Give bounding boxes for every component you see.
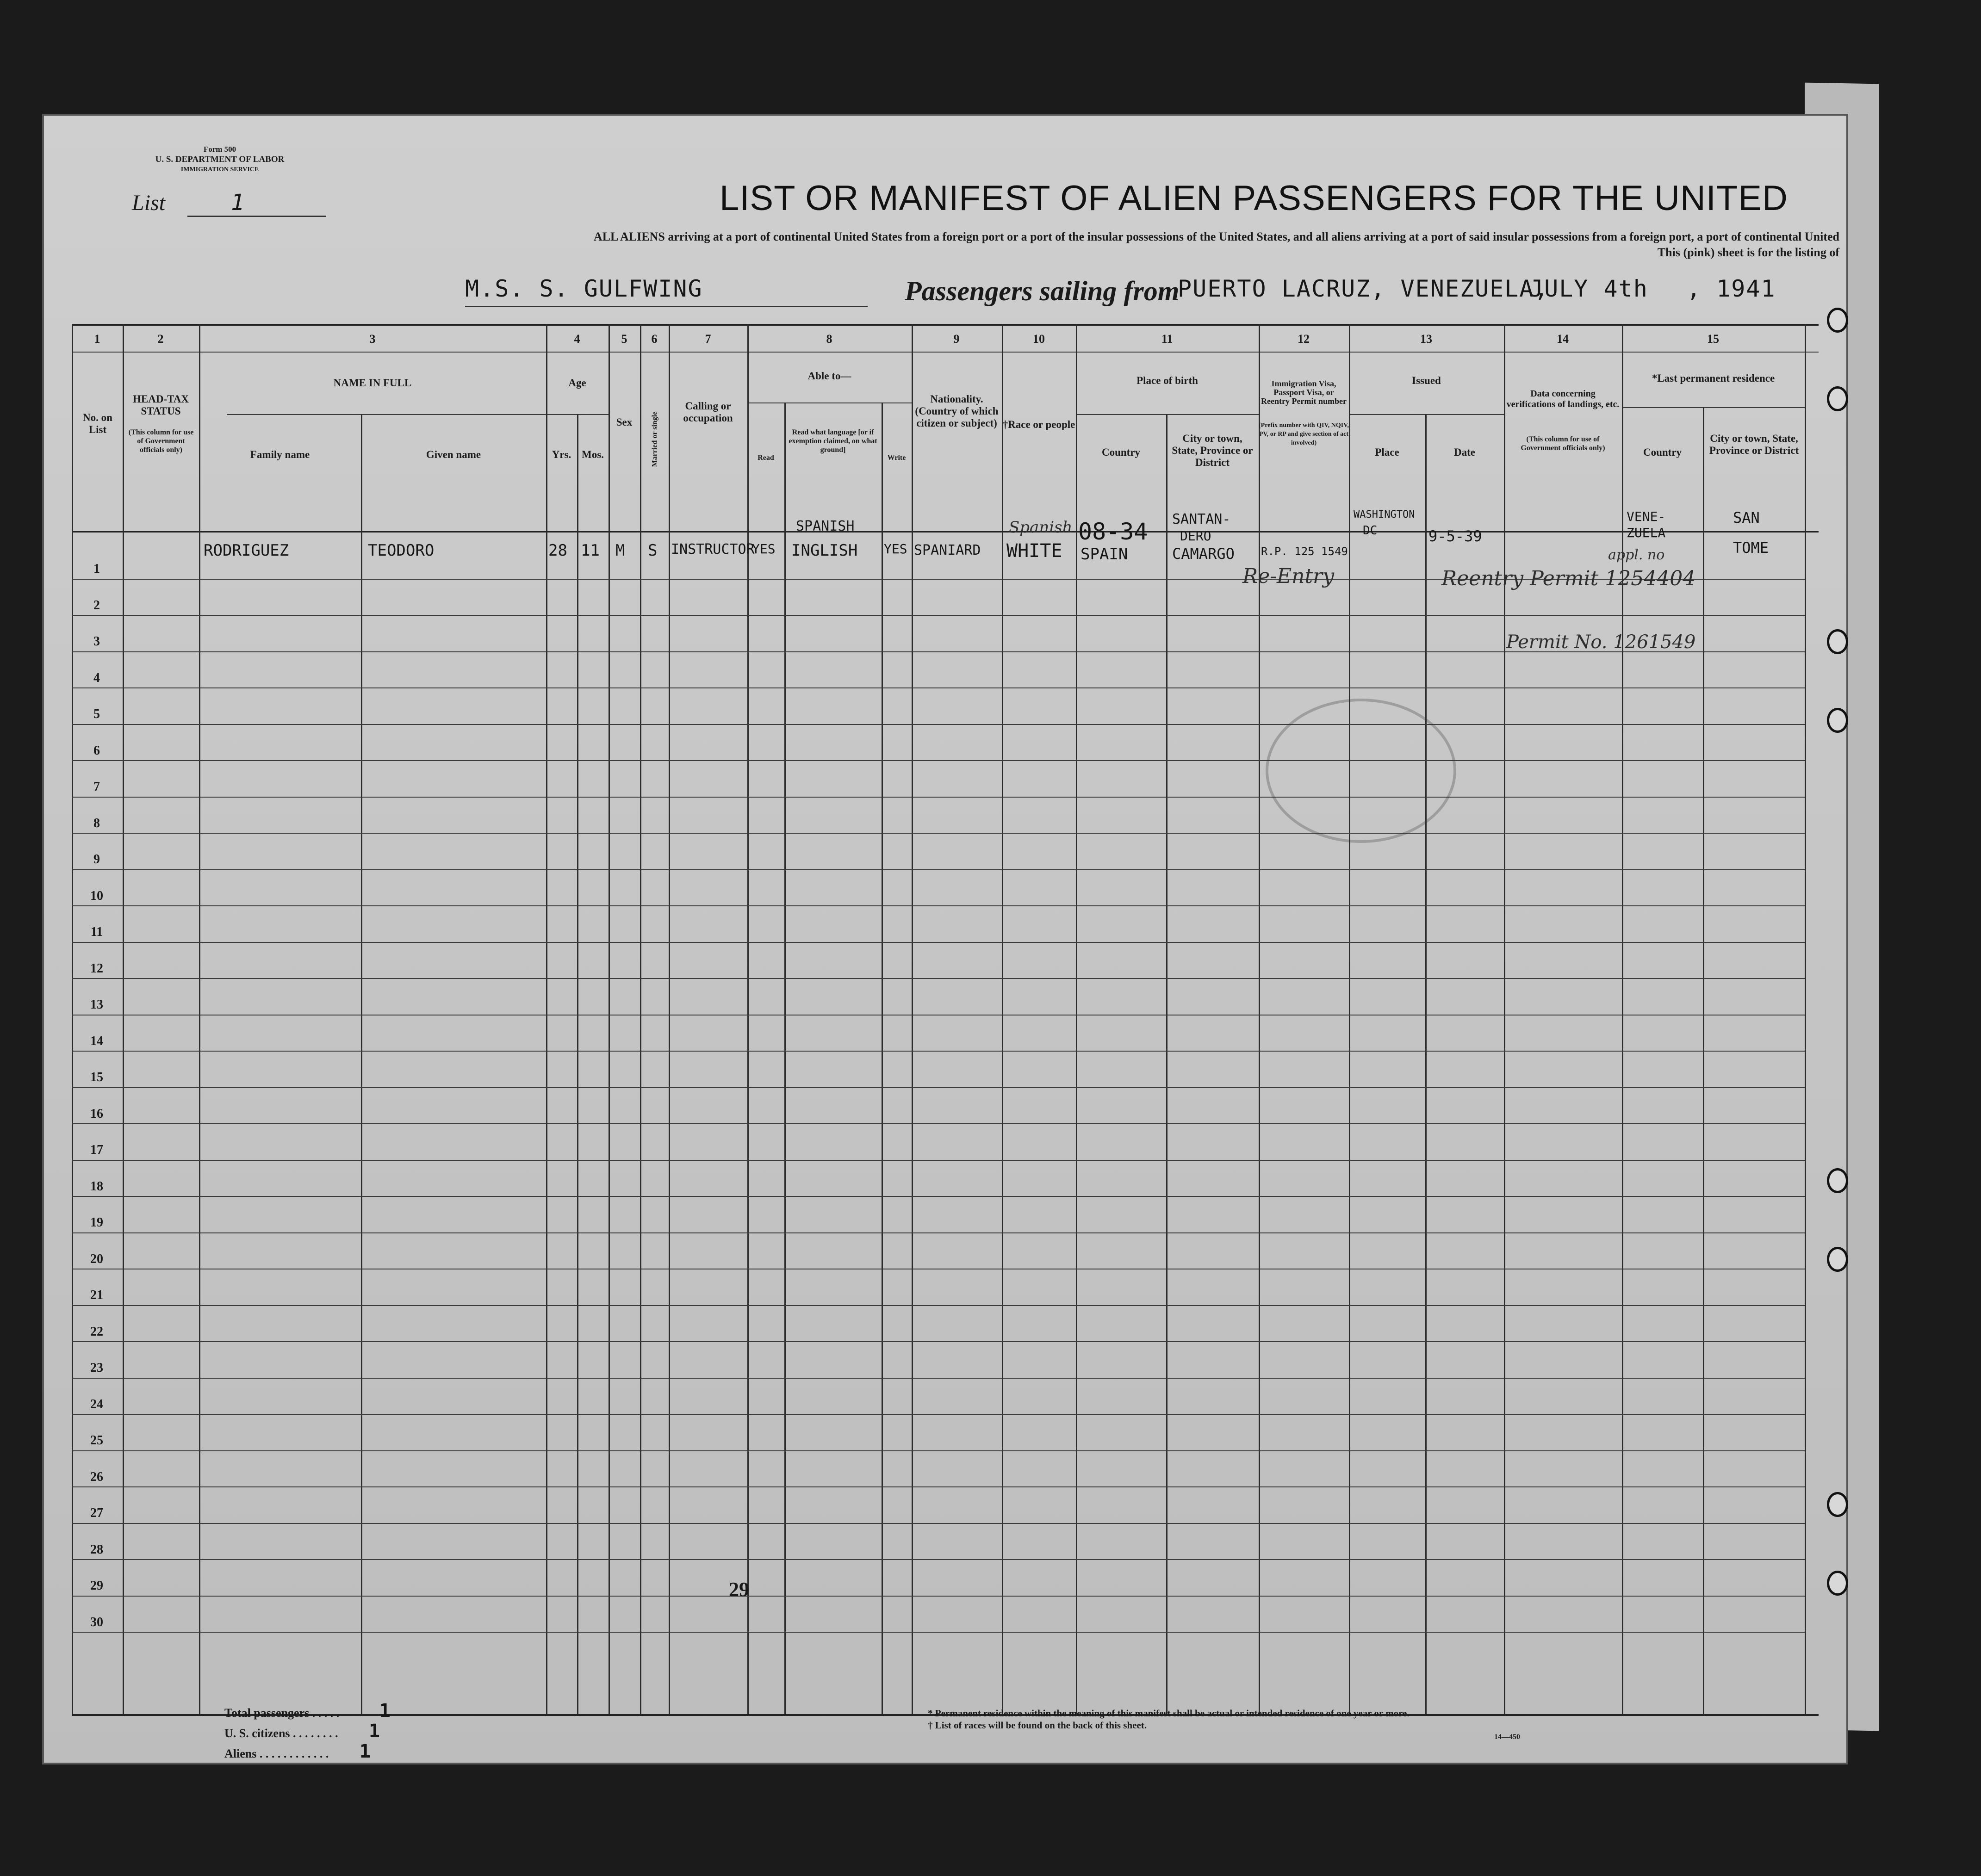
- passenger-race-note: Spanish: [1009, 518, 1073, 537]
- passenger-birth-country: SPAIN: [1081, 545, 1128, 563]
- passenger-birth-city-1: SANTAN-: [1172, 511, 1231, 527]
- row-line: [72, 1087, 1805, 1088]
- column-number: 5: [621, 332, 627, 346]
- passenger-res-country-2: ZUELA: [1627, 525, 1666, 540]
- row-number: 8: [93, 816, 100, 830]
- header-birth-country: Country: [1101, 446, 1141, 458]
- column-number: 4: [574, 332, 580, 346]
- row-number: 26: [90, 1469, 103, 1484]
- row-line: [72, 1051, 1805, 1052]
- row-number: 29: [90, 1579, 103, 1593]
- manifest-subtitle: [386, 229, 1839, 260]
- reentry-permit-note: Reentry Permit 1254404: [1441, 567, 1696, 590]
- row-number: 18: [90, 1179, 103, 1194]
- header-family-name: Family name: [250, 449, 310, 460]
- binder-hole: [1827, 1168, 1848, 1193]
- form-department: U. S. DEPARTMENT OF LABOR: [155, 155, 285, 164]
- row-number: 3: [93, 634, 100, 649]
- passenger-nationality: SPANIARD: [914, 542, 981, 558]
- row-line: [72, 724, 1805, 725]
- passenger-occupation: INSTRUCTOR: [671, 541, 755, 557]
- sailing-label: Passengers sailing from: [905, 276, 1180, 306]
- sailing-year: , 1941: [1687, 275, 1776, 302]
- row-number: 21: [90, 1288, 103, 1302]
- header-calling: Calling or occupation: [683, 400, 733, 424]
- totals-block: [224, 1700, 391, 1761]
- col-line-3: [546, 324, 547, 1714]
- manifest-sheet: [44, 116, 1846, 1763]
- row-number: 7: [93, 780, 100, 794]
- row-line: [72, 1414, 1805, 1415]
- row-line: [72, 1123, 1805, 1124]
- us-citizens-row: U. S. citizens . . . . . . . . 1: [224, 1721, 380, 1742]
- binder-hole: [1827, 708, 1848, 733]
- column-number: 2: [157, 332, 164, 346]
- aliens-label: Aliens: [224, 1747, 257, 1760]
- row-number: 19: [90, 1215, 103, 1230]
- header-birth-city: City or town, State, Province or District: [1172, 433, 1253, 468]
- row-number: 22: [90, 1324, 103, 1339]
- column-number: 15: [1707, 332, 1719, 346]
- col-line-1: [123, 324, 124, 1714]
- header-mos: Mos.: [582, 449, 604, 460]
- passenger-write: YES: [884, 541, 907, 557]
- row-line: [72, 1450, 1805, 1451]
- row-line: [72, 1596, 1805, 1597]
- col-line-8a: [784, 402, 786, 1714]
- row-number: 28: [90, 1542, 103, 1557]
- header-married: Married or single: [651, 411, 659, 467]
- form-number: Form 500: [203, 145, 236, 154]
- passenger-read: YES: [752, 541, 776, 557]
- subtitle-line-1: ALL ALIENS arriving at a port of continental United States from a foreign port or a port of the insular possessions of the United States, and all aliens arriving at a port of said insular possessions from a foreign port, a port of continental United: [593, 230, 1839, 243]
- row-line: [72, 1160, 1805, 1161]
- form-header: [123, 144, 317, 175]
- passenger-issued-date: 9-5-39: [1428, 527, 1482, 545]
- row-number: 23: [90, 1361, 103, 1375]
- row-line: [72, 869, 1805, 870]
- col-line-11: [1259, 324, 1260, 1714]
- header-sex: Sex: [616, 416, 633, 428]
- row-line: [72, 1486, 1805, 1487]
- header-landings-note: (This column for use of Government officials only): [1521, 435, 1605, 452]
- vessel-name: M.S. S. GULFWING: [465, 275, 703, 302]
- row-number: 1: [93, 562, 100, 576]
- row-number: 16: [90, 1106, 103, 1121]
- row-number: 2: [93, 598, 100, 613]
- total-passengers-value: 1: [379, 1700, 391, 1721]
- row-number: 30: [90, 1615, 103, 1629]
- manifest-title: LIST OR MANIFEST OF ALIEN PASSENGERS FOR THE UNITED: [720, 179, 1788, 218]
- col-line-15: [1805, 324, 1806, 1714]
- col-line-3a: [361, 414, 362, 1714]
- passenger-language-2: INGLISH: [791, 541, 858, 560]
- footnote-list-of-races: † List of races will be found on the back of this sheet.: [928, 1720, 1147, 1731]
- row-line: [72, 1196, 1805, 1197]
- row-line: [72, 978, 1805, 979]
- list-underline: [187, 216, 326, 217]
- list-value: 1: [231, 190, 244, 216]
- row-number: 13: [90, 997, 103, 1012]
- row-number: 11: [90, 925, 103, 939]
- row-line: [72, 833, 1805, 834]
- passenger-birth-city-3: CAMARGO: [1172, 545, 1235, 563]
- voyage-line: [465, 275, 1835, 312]
- col-line-15a: [1703, 407, 1704, 1714]
- port-of-departure: PUERTO LACRUZ, VENEZUELA,: [1178, 275, 1549, 302]
- header-read: Read: [758, 454, 774, 462]
- row-line: [72, 1632, 1805, 1633]
- col-line-6: [669, 324, 670, 1714]
- header-res-country: Country: [1643, 446, 1682, 458]
- header-landings: Data concerning verifications of landings, etc.: [1506, 389, 1620, 409]
- column-number: 13: [1420, 332, 1432, 346]
- total-passengers-row: Total passengers . . . . . 1: [224, 1700, 391, 1721]
- passenger-family-name: RODRIGUEZ: [204, 541, 289, 560]
- official-seal-stamp: [1266, 699, 1456, 843]
- passenger-language-1: SPANISH: [796, 518, 855, 534]
- passenger-res-city-2: TOME: [1733, 539, 1769, 557]
- row-line: [72, 1341, 1805, 1342]
- passenger-birth-note: 08-34: [1078, 518, 1148, 545]
- col-line-2: [199, 324, 200, 1714]
- row-line: [72, 1559, 1805, 1560]
- header-head-tax: HEAD-TAX STATUS: [133, 393, 189, 417]
- row-line: [72, 1378, 1805, 1379]
- header-visa: Immigration Visa, Passport Visa, or Reentry Permit number: [1261, 379, 1347, 406]
- col-line-14: [1622, 324, 1623, 1714]
- header-no-on-list: No. on List: [83, 412, 112, 435]
- header-write: Write: [887, 454, 906, 462]
- col-line-10: [1076, 324, 1077, 1714]
- passenger-res-city-1: SAN: [1733, 509, 1760, 526]
- col-line-12: [1349, 324, 1350, 1714]
- passenger-married: S: [648, 541, 658, 560]
- col-line-13: [1504, 324, 1505, 1714]
- row-line: [72, 760, 1805, 761]
- column-number: 1: [94, 332, 100, 346]
- row-line: [72, 687, 1805, 688]
- col-line-7: [747, 324, 749, 1714]
- passenger-birth-city-2: DERO: [1180, 528, 1211, 544]
- row-number: 9: [93, 852, 100, 867]
- passenger-res-country-1: VENE-: [1627, 509, 1666, 524]
- column-number-divider: [72, 352, 1819, 353]
- row-number: 10: [90, 888, 103, 903]
- row-line: [72, 615, 1805, 616]
- subtitle-line-2: This (pink) sheet is for the listing of: [1657, 246, 1839, 259]
- passenger-issued-place-2: DC: [1363, 524, 1378, 538]
- row-line: [72, 942, 1805, 943]
- passenger-visa-number: R.P. 125 1549: [1261, 545, 1348, 558]
- passenger-race: WHITE: [1006, 540, 1062, 562]
- appl-no-note: appl. no: [1608, 547, 1665, 563]
- re-entry-note: Re-Entry: [1242, 564, 1335, 588]
- form-service: IMMIGRATION SERVICE: [180, 166, 259, 173]
- header-yrs: Yrs.: [552, 449, 571, 460]
- binder-hole: [1827, 629, 1848, 654]
- header-issued-place: Place: [1375, 446, 1399, 458]
- header-nationality: Nationality. (Country of which citizen or subject): [915, 393, 999, 429]
- col-line-4: [609, 324, 610, 1714]
- column-number: 8: [826, 332, 832, 346]
- binder-hole: [1827, 1247, 1848, 1272]
- list-label: List: [132, 191, 166, 215]
- header-able-to: Able to—: [807, 370, 851, 382]
- header-res-city: City or town, State, Province or District: [1709, 433, 1799, 456]
- row-number: 4: [93, 670, 100, 685]
- total-passengers-label: Total passengers: [224, 1706, 310, 1720]
- col-line-9: [1002, 324, 1003, 1714]
- row-line: [72, 797, 1805, 798]
- header-issued: Issued: [1412, 375, 1441, 386]
- manifest-table: [72, 324, 1819, 1735]
- header-name-in-full: NAME IN FULL: [333, 377, 412, 389]
- column-number: 7: [705, 332, 711, 346]
- column-number: 11: [1161, 332, 1173, 346]
- vessel-underline: [465, 306, 868, 307]
- col-line-13a: [1425, 414, 1427, 1714]
- passenger-issued-place-1: WASHINGTON: [1354, 509, 1415, 520]
- header-last-residence: *Last permanent residence: [1652, 372, 1775, 384]
- header-issued-date: Date: [1454, 446, 1475, 458]
- row-number: 14: [90, 1034, 103, 1048]
- col-line-4a: [577, 414, 578, 1714]
- header-given-name: Given name: [426, 449, 481, 460]
- passenger-age-yrs: 28: [548, 541, 567, 560]
- row-line: [72, 905, 1805, 906]
- form-code: 14—450: [1494, 1733, 1520, 1741]
- table-top-border: [72, 324, 1819, 326]
- header-read-language: Read what language [or if exemption claimed, on what ground]: [789, 428, 877, 454]
- passenger-given-name: TEODORO: [368, 541, 435, 560]
- us-citizens-value: 1: [369, 1721, 380, 1742]
- header-race: †Race or people: [1002, 419, 1075, 430]
- row-line: [72, 1232, 1805, 1233]
- row-number: 27: [90, 1506, 103, 1520]
- header-bottom-border: [72, 531, 1819, 532]
- us-citizens-label: U. S. citizens: [224, 1727, 290, 1740]
- binder-hole: [1827, 1571, 1848, 1596]
- binder-hole: [1827, 308, 1848, 333]
- column-number: 12: [1298, 332, 1310, 346]
- name-subheader-divider: [227, 414, 546, 415]
- column-number: 6: [651, 332, 658, 346]
- header-head-tax-note: (This column for use of Government officials only): [128, 428, 194, 454]
- column-number: 10: [1033, 332, 1045, 346]
- sailing-date: JULY 4th: [1529, 275, 1648, 302]
- list-number-field: [132, 190, 244, 216]
- column-number: 9: [953, 332, 960, 346]
- header-age: Age: [568, 377, 586, 389]
- column-number: 14: [1557, 332, 1569, 346]
- passenger-age-mos: 11: [581, 541, 600, 560]
- row-number: 20: [90, 1251, 103, 1266]
- binder-hole: [1827, 386, 1848, 411]
- col-line-8b: [882, 402, 883, 1714]
- row-number: 6: [93, 743, 100, 758]
- aliens-value: 1: [359, 1741, 371, 1762]
- permit-number-note: Permit No. 1261549: [1506, 632, 1696, 653]
- column-number: 3: [369, 332, 376, 346]
- footnotes: [928, 1707, 1576, 1743]
- footnote-permanent-residence: * Permanent residence within the meaning of this manifest shall be actual or intended residence of one year or more.: [928, 1708, 1410, 1719]
- row-number: 17: [90, 1143, 103, 1157]
- page-stamp-number: 29: [729, 1578, 749, 1601]
- col-line-11a: [1166, 414, 1167, 1714]
- row-number: 15: [90, 1070, 103, 1084]
- row-number: 24: [90, 1397, 103, 1412]
- able-subheader-divider: [747, 402, 912, 403]
- header-place-of-birth: Place of birth: [1136, 375, 1198, 386]
- row-line: [72, 1305, 1805, 1306]
- header-visa-note: (Prefix number with QIV, NQIV, PV, or RP and give section of act involved): [1259, 422, 1349, 446]
- passenger-sex: M: [615, 541, 625, 560]
- row-number: 12: [90, 961, 103, 976]
- row-line: [72, 1523, 1805, 1524]
- residence-subheader-divider: [1622, 407, 1805, 408]
- aliens-row: Aliens . . . . . . . . . . . . 1: [224, 1741, 371, 1762]
- row-number: 5: [93, 707, 100, 721]
- row-number: 25: [90, 1433, 103, 1448]
- col-line-8: [912, 324, 913, 1714]
- binder-hole: [1827, 1492, 1848, 1517]
- col-line-5: [640, 324, 641, 1714]
